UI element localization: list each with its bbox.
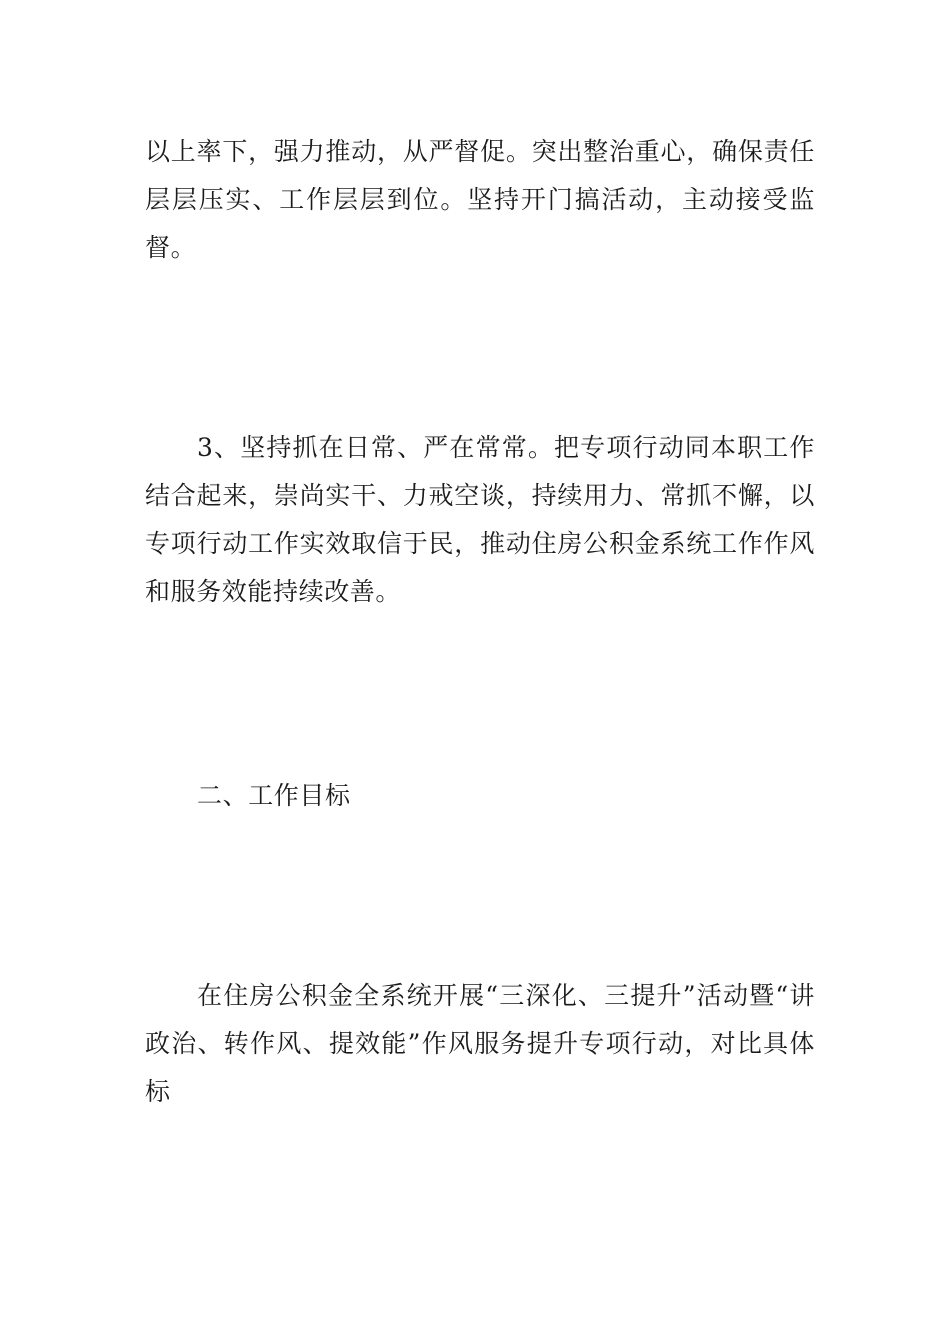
paragraph-goal: 在住房公积金全系统开展“三深化、三提升”活动暨“讲政治、转作风、提效能”作风服务提升专项行动，对比具体标 bbox=[145, 981, 815, 1106]
paragraph-item-3: 3、坚持抓在日常、严在常常。把专项行动同本职工作结合起来，崇尚实干、力戒空谈，持续用力、常抓不懈，以专项行动工作实效取信于民，推动住房公积金系统工作作风和服务效能持续改善。 bbox=[145, 433, 815, 606]
paragraph-continuation: 以上率下，强力推动，从严督促。突出整治重心，确保责任层层压实、工作层层到位。坚持开门搞活动，主动接受监督。 bbox=[145, 137, 815, 262]
section-heading: 二、工作目标 bbox=[197, 781, 351, 810]
